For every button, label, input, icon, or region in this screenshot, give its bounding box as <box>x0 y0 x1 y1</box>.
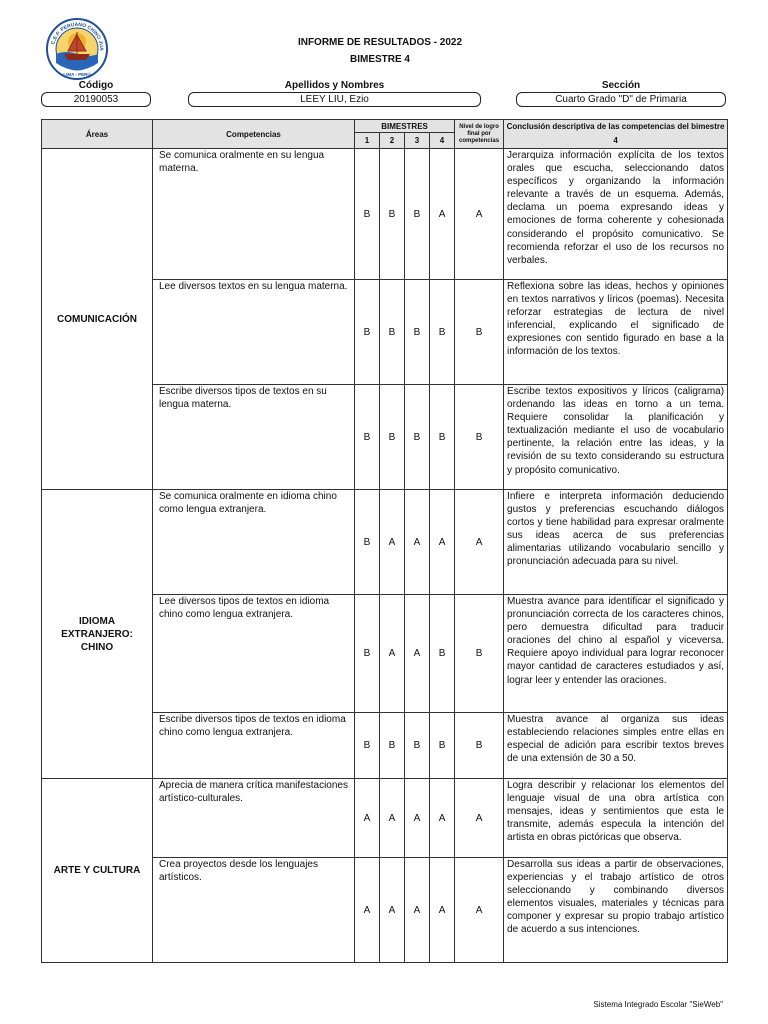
grade-b4: B <box>430 595 455 713</box>
competencia-text: Lee diversos textos en su lengua materna. <box>153 280 355 385</box>
conclusion-text: Muestra avance al organiza sus ideas estableciendo relaciones simples entre ellas en especial de adición para escribir textos breves de una extensión de 30 a 50. <box>504 713 728 779</box>
grade-b1: B <box>355 385 380 490</box>
competencia-text: Se comunica oralmente en idioma chino como lengua extranjera. <box>153 490 355 595</box>
results-table <box>41 119 728 963</box>
grade-b3: A <box>405 490 430 595</box>
area-idioma-chino: IDIOMA EXTRANJERO: CHINO <box>42 490 153 779</box>
grade-b2: B <box>380 385 405 490</box>
footer-system-name: Sistema Integrado Escolar "SieWeb" <box>593 1000 723 1009</box>
table-row <box>42 149 728 280</box>
school-crest-icon <box>44 18 110 80</box>
grade-final: B <box>455 713 504 779</box>
name-label: Apellidos y Nombres <box>284 80 385 91</box>
code-label: Código <box>78 80 114 91</box>
header-bimestres: BIMESTRES <box>355 120 455 133</box>
grade-final: A <box>455 858 504 963</box>
grade-final: B <box>455 385 504 490</box>
conclusion-text: Desarrolla sus ideas a partir de observaciones, experiencias y el trabajo artístico de otros seleccionando y combinando diversos elementos visuales, materiales y técnicas para componer y expresar su propio trabajo artístico de acuerdo a sus intenciones. <box>504 858 728 963</box>
grade-b3: B <box>405 385 430 490</box>
area-comunicacion: COMUNICACIÓN <box>42 149 153 490</box>
grade-final: A <box>455 779 504 858</box>
grade-b3: A <box>405 595 430 713</box>
competencia-text: Crea proyectos desde los lenguajes artísticos. <box>153 858 355 963</box>
grade-b4: B <box>430 713 455 779</box>
table-row <box>42 779 728 858</box>
competencia-text: Se comunica oralmente en su lengua materna. <box>153 149 355 280</box>
header-bimestre-3: 3 <box>405 133 430 149</box>
header-bimestre-1: 1 <box>355 133 380 149</box>
grade-b1: A <box>355 858 380 963</box>
competencia-text: Lee diversos tipos de textos en idioma chino como lengua extranjera. <box>153 595 355 713</box>
competencia-text: Escribe diversos tipos de textos en idioma chino como lengua extranjera. <box>153 713 355 779</box>
grade-b2: B <box>380 713 405 779</box>
header-bimestre-2: 2 <box>380 133 405 149</box>
grade-b2: A <box>380 490 405 595</box>
header-areas: Áreas <box>42 120 153 149</box>
grade-b1: B <box>355 490 380 595</box>
grade-b4: A <box>430 779 455 858</box>
table-row <box>42 490 728 595</box>
grade-b4: A <box>430 490 455 595</box>
area-arte-cultura: ARTE Y CULTURA <box>42 779 153 963</box>
conclusion-text: Escribe textos expositivos y líricos (caligrama) ordenando las ideas en torno a un tema. Requiere consolidar la planificación y textualización mediante el uso de vocabulario pertinente, la relación entre las ideas, y la revisión de su texto considerando su estructura y propósito comunicativo. <box>504 385 728 490</box>
grade-b3: A <box>405 779 430 858</box>
code-field: 20190053 <box>41 92 151 107</box>
grade-final: B <box>455 595 504 713</box>
grade-b4: A <box>430 858 455 963</box>
grade-b1: B <box>355 713 380 779</box>
grade-b3: A <box>405 858 430 963</box>
grade-b1: A <box>355 779 380 858</box>
conclusion-text: Jerarquiza información explícita de los textos orales que escucha, seleccionando datos específicos y organizando la información relevante a través de un esquema. Además, declama un poema expresando ideas y emociones de forma coherente y cohesionada considerando el propósito comunicativo. Se recomienda reforzar el uso de los recursos no verbales. <box>504 149 728 280</box>
grade-b2: A <box>380 858 405 963</box>
header-nivel-logro: Nivel de logro final por competencias <box>455 120 504 149</box>
svg-text:C.E.P. PERUANO CHINO JUAN XXII: C.E.P. PERUANO CHINO JUA <box>50 21 105 51</box>
grade-final: B <box>455 280 504 385</box>
competencia-text: Escribe diversos tipos de textos en su lengua materna. <box>153 385 355 490</box>
school-logo <box>44 18 110 80</box>
report-title: INFORME DE RESULTADOS - 2022 <box>297 37 463 48</box>
name-field: LEEY LIU, Ezio <box>188 92 481 107</box>
grade-b2: A <box>380 595 405 713</box>
grade-b2: A <box>380 779 405 858</box>
svg-text:LIMA - PERÚ: LIMA - PERÚ <box>63 72 91 77</box>
section-label: Sección <box>601 80 641 91</box>
grade-final: A <box>455 149 504 280</box>
conclusion-text: Reflexiona sobre las ideas, hechos y opiniones en textos narrativos y líricos (poemas). Necesita reforzar estrategias de lectura de nivel inferencial, explicando el significado de expresiones con sentido figurado en base a la información de los textos. <box>504 280 728 385</box>
grade-b1: B <box>355 595 380 713</box>
grade-b3: B <box>405 149 430 280</box>
competencia-text: Aprecia de manera crítica manifestaciones artístico-culturales. <box>153 779 355 858</box>
header-conclusion: Conclusión descriptiva de las competencias del bimestre 4 <box>504 120 728 149</box>
grade-b4: B <box>430 385 455 490</box>
grade-b4: A <box>430 149 455 280</box>
grade-b4: B <box>430 280 455 385</box>
header-competencias: Competencias <box>153 120 355 149</box>
conclusion-text: Infiere e interpreta información deduciendo gustos y preferencias escuchando diálogos cortos y tiene habilidad para expresar oralmente sus ideas acerca de sus preferencias alimentarias utilizando vocabulario sencillo y pronunciación adecuada para su nivel. <box>504 490 728 595</box>
grade-b2: B <box>380 280 405 385</box>
header-bimestre-4: 4 <box>430 133 455 149</box>
report-subtitle: BIMESTRE 4 <box>349 54 410 65</box>
grade-b1: B <box>355 149 380 280</box>
grade-final: A <box>455 490 504 595</box>
grade-b3: B <box>405 280 430 385</box>
grade-b3: B <box>405 713 430 779</box>
conclusion-text: Muestra avance para identificar el significado y pronunciación correcta de los caracteres chinos, pero demuestra dificultad para traducir oraciones del chino al español y viceversa. Requiere apoyo individual para lograr reconocer mayor cantidad de caracteres estudiados y así, lograr leer y entender las oraciones. <box>504 595 728 713</box>
conclusion-text: Logra describir y relacionar los elementos del lenguaje visual de una obra artística con mensajes, ideas y sentimientos que esta le transmite, además especula la intención del artista en obras pictóricas que observa. <box>504 779 728 858</box>
grade-b1: B <box>355 280 380 385</box>
grade-b2: B <box>380 149 405 280</box>
section-field: Cuarto Grado "D" de Primaria <box>516 92 726 107</box>
